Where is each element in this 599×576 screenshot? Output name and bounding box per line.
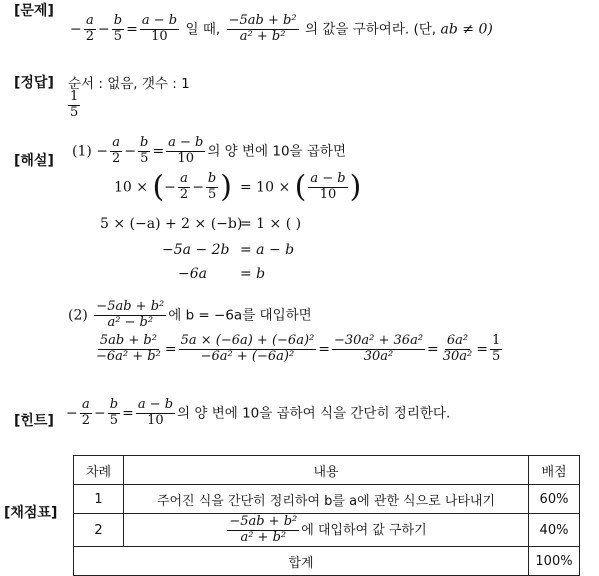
row-content: $\frac{\text{−5ab + b²}}{\text{a² + b²}}$ 에 대입하여 값 구하기	[124, 514, 529, 547]
fraction: $\frac{a - b}{10}$	[141, 13, 178, 44]
solution-row3-right: = 1 × ( )	[240, 216, 302, 232]
table-row	[74, 514, 580, 547]
row-number: 2	[74, 514, 124, 547]
solution-chain: $\frac{\text{5ab + b²}}{\text{−6a² + b²}}$ = $\frac{\text{5a × (−6a) + (−6a)²}}{\text{−6a² + (−6a)²}}$ = $\frac{\text{−30a² + 36a²}}{\text{30a²}}$ = $\frac{\text{6a²}}{\text{30a²}}$ = $\frac{1}{5}$	[96, 333, 501, 364]
fraction: $\frac{\text{−30a² + 36a²}}{\text{30a²}}$	[333, 333, 424, 364]
row-content: 주어진 식을 간단히 정리하여 b를 a에 관한 식으로 나타내기	[124, 485, 529, 514]
table-total-row	[74, 547, 580, 576]
fraction: $\frac{\text{−5ab + b²}}{\text{a² − b²}}$	[96, 299, 165, 330]
solution-row4-right: = a − b	[240, 242, 295, 258]
solution-row5-right: = b	[240, 266, 266, 282]
header-cell: 내용	[124, 456, 529, 485]
total-label: 합계	[74, 547, 529, 576]
row-score: 40%	[529, 514, 580, 547]
answer-meta: 순서 : 없음, 갯수 : 1	[68, 76, 190, 92]
fraction: $\frac{b}{5}$	[113, 13, 123, 44]
row-number: 1	[74, 485, 124, 514]
header-cell: 차례	[74, 456, 124, 485]
fraction: $\frac{\text{−5ab + b²}}{\text{a² + b²}}$	[228, 13, 297, 44]
table-header-row	[74, 456, 580, 485]
solution-step1: (1) − $\frac{a}{2}$ − $\frac{b}{5}$ = $\frac{a - b}{10}$ 의 양 변에 10을 곱하면	[72, 135, 347, 166]
header-cell: 배점	[529, 456, 580, 485]
hint-tag: [힌트]	[14, 413, 54, 429]
fraction: $\frac{a - b}{10}$	[310, 171, 346, 202]
rubric-table	[73, 455, 580, 576]
fraction: $\frac{\text{6a²}}{\text{30a²}}$	[442, 333, 473, 364]
fraction: $\frac{a}{2}$	[85, 13, 95, 44]
problem-statement: − $\frac{a}{2}$ − $\frac{b}{5}$ = $\frac{a - b}{10}$ 일 때, $\frac{\text{−5ab + b²}}{\text{a² + b²}}$ 의 값을 구하여라. (단, ab ≠ 0)	[70, 13, 493, 44]
fraction: $\frac{a}{2}$	[179, 171, 189, 202]
fraction: $\frac{b}{5}$	[207, 171, 217, 202]
answer-tag: [정답]	[14, 75, 54, 91]
fraction: $\frac{b}{5}$	[109, 397, 119, 428]
fraction: $\frac{a}{2}$	[81, 397, 91, 428]
fraction: $\frac{\text{5ab + b²}}{\text{−6a² + b²}}$	[96, 333, 161, 364]
solution-row2-right: = 10 × ( $\frac{a - b}{10}$ )	[240, 169, 362, 205]
problem-tag: [문제]	[14, 3, 54, 19]
fraction: $\frac{\text{5a × (−6a) + (−6a)²}}{\text{−6a² + (−6a)²}}$	[180, 333, 315, 364]
fraction: $\frac{a}{2}$	[112, 135, 121, 166]
fraction: $\frac{b}{5}$	[140, 135, 149, 166]
fraction: $\frac{1}{5}$	[492, 333, 501, 364]
total-score: 100%	[529, 547, 580, 576]
fraction: $\frac{a - b}{10}$	[168, 135, 204, 166]
solution-row4-left: −5a − 2b	[162, 242, 230, 258]
row-score: 60%	[529, 485, 580, 514]
fraction: $\frac{1}{5}$	[70, 89, 79, 120]
solution-row3-left: 5 × (−a) + 2 × (−b)	[100, 216, 243, 232]
solution-step2: (2) $\frac{\text{−5ab + b²}}{\text{a² − b²}}$ 에 b = −6a를 대입하면	[68, 299, 312, 330]
rubric-tag: [채점표]	[4, 505, 58, 521]
fraction: $\frac{\text{−5ab + b²}}{\text{a² + b²}}$	[229, 513, 298, 545]
hint-text: − $\frac{a}{2}$ − $\frac{b}{5}$ = $\frac{a - b}{10}$ 의 양 변에 10을 곱하여 식을 간단히 정리한다.	[66, 397, 451, 428]
answer-value	[66, 90, 82, 121]
solution-row5-left: −6a	[178, 266, 207, 282]
solution-row2-left: 10 × (− $\frac{a}{2}$ − $\frac{b}{5}$ )	[114, 169, 232, 205]
solution-tag: [해설]	[14, 153, 54, 169]
fraction: $\frac{a - b}{10}$	[137, 397, 174, 428]
table-row	[74, 485, 580, 514]
